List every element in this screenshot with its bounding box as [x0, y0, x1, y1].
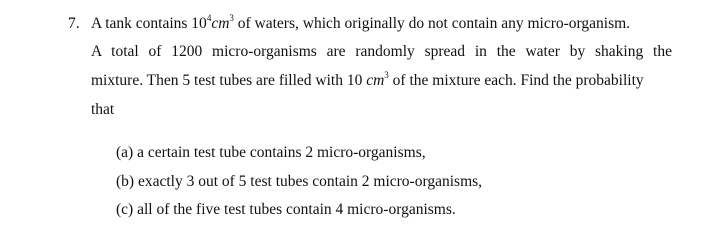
line3-text-end: of the mixture each. Find the probability [388, 72, 644, 89]
line3-unit: cm [366, 72, 385, 89]
question-line-3 [91, 71, 672, 92]
part-c: (c) all of the five test tubes contain 4 micro-organisms. [116, 201, 456, 218]
part-a: (a) a certain test tube contains 2 micro-organisms, [116, 144, 426, 161]
question-number: 7. [68, 15, 80, 32]
question-line-4: that [91, 101, 115, 118]
question-line-1 [91, 14, 672, 35]
question-line-2: A total of 1200 micro-organisms are randomly spread in the water by shaking the [91, 43, 672, 60]
line3-exponent-cubic: 3 [384, 70, 389, 80]
line3-text-start: mixture. Then 5 test tubes are filled with 10 [91, 72, 367, 89]
line1-exponent-power: 4 [206, 13, 212, 23]
line1-text-end: of waters, which originally do not contain any micro-organism. [233, 15, 631, 32]
line1-exponent-cubic: 3 [229, 13, 234, 23]
line1-unit: cm [211, 15, 230, 32]
line1-text-start: A tank contains 10 [91, 15, 207, 32]
part-b: (b) exactly 3 out of 5 test tubes contain 2 micro-organisms, [116, 173, 483, 190]
